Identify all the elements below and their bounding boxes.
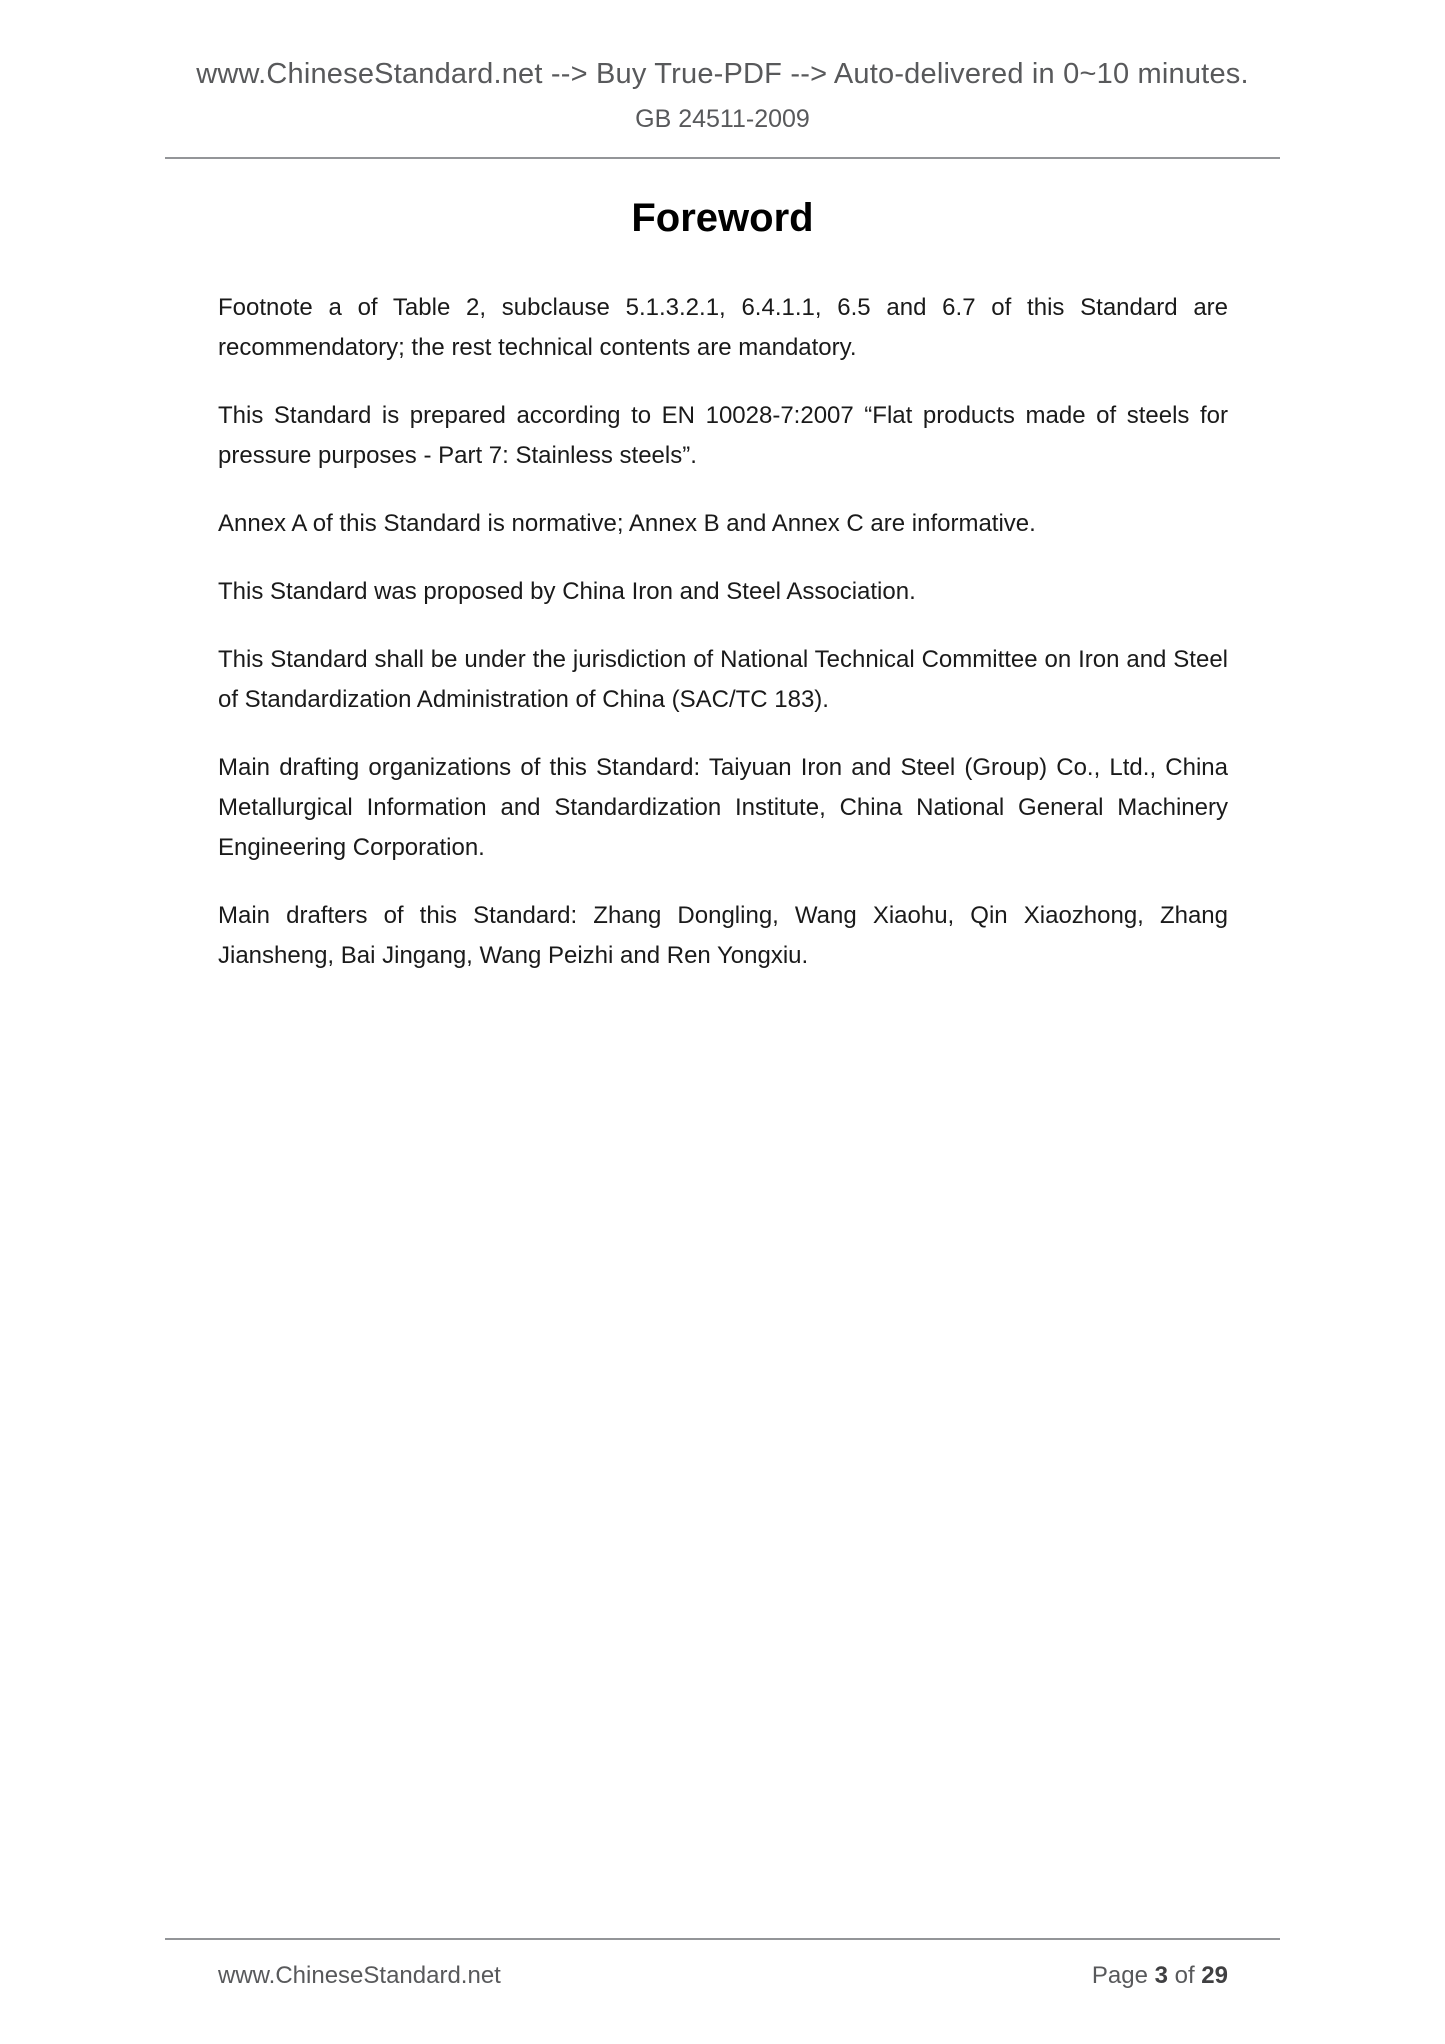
header-standard-number: GB 24511-2009 (635, 105, 810, 133)
total-pages: 29 (1201, 1962, 1228, 1989)
foreword-paragraph-4: This Standard was proposed by China Iron and Steel Association. (218, 578, 916, 605)
page-label: Page (1091, 1962, 1155, 1989)
footer-divider (165, 1938, 1280, 1940)
foreword-paragraph-6: Main drafting organizations of this Standard: Taiyuan Iron and Steel (Group) Co., Ltd., China Metallurgical Information and Standardization Institute, China National General Machinery Engineering Corporation. (218, 754, 1228, 861)
foreword-paragraph-7: Main drafters of this Standard: Zhang Dongling, Wang Xiaohu, Qin Xiaozhong, Zhang Jiansheng, Bai Jingang, Wang Peizhi and Ren Yongxiu. (218, 902, 1228, 969)
foreword-paragraph-1: Footnote a of Table 2, subclause 5.1.3.2.1, 6.4.1.1, 6.5 and 6.7 of this Standard are recommendatory; the rest technical contents are mandatory. (218, 294, 1228, 361)
page-header (0, 58, 1445, 134)
foreword-paragraph-3: Annex A of this Standard is normative; Annex B and Annex C are informative. (218, 510, 1036, 537)
foreword-paragraph-2: This Standard is prepared according to EN 10028-7:2007 “Flat products made of steels for pressure purposes - Part 7: Stainless steels”. (218, 402, 1228, 469)
footer-site-text: www.ChineseStandard.net (218, 1962, 501, 1989)
page-indicator (1092, 1962, 1228, 1990)
header-divider (165, 157, 1280, 159)
document-body (218, 288, 1228, 1004)
of-label: of (1167, 1962, 1202, 1989)
page-footer (218, 1962, 1228, 1990)
page-title: Foreword (631, 196, 814, 240)
page-number: 3 (1154, 1962, 1168, 1989)
header-site-line: www.ChineseStandard.net --> Buy True-PDF --> Auto-delivered in 0~10 minutes. (196, 58, 1249, 90)
foreword-paragraph-5: This Standard shall be under the jurisdiction of National Technical Committee on Iron and Steel of Standardization Administration of China (SAC/TC 183). (218, 646, 1228, 713)
